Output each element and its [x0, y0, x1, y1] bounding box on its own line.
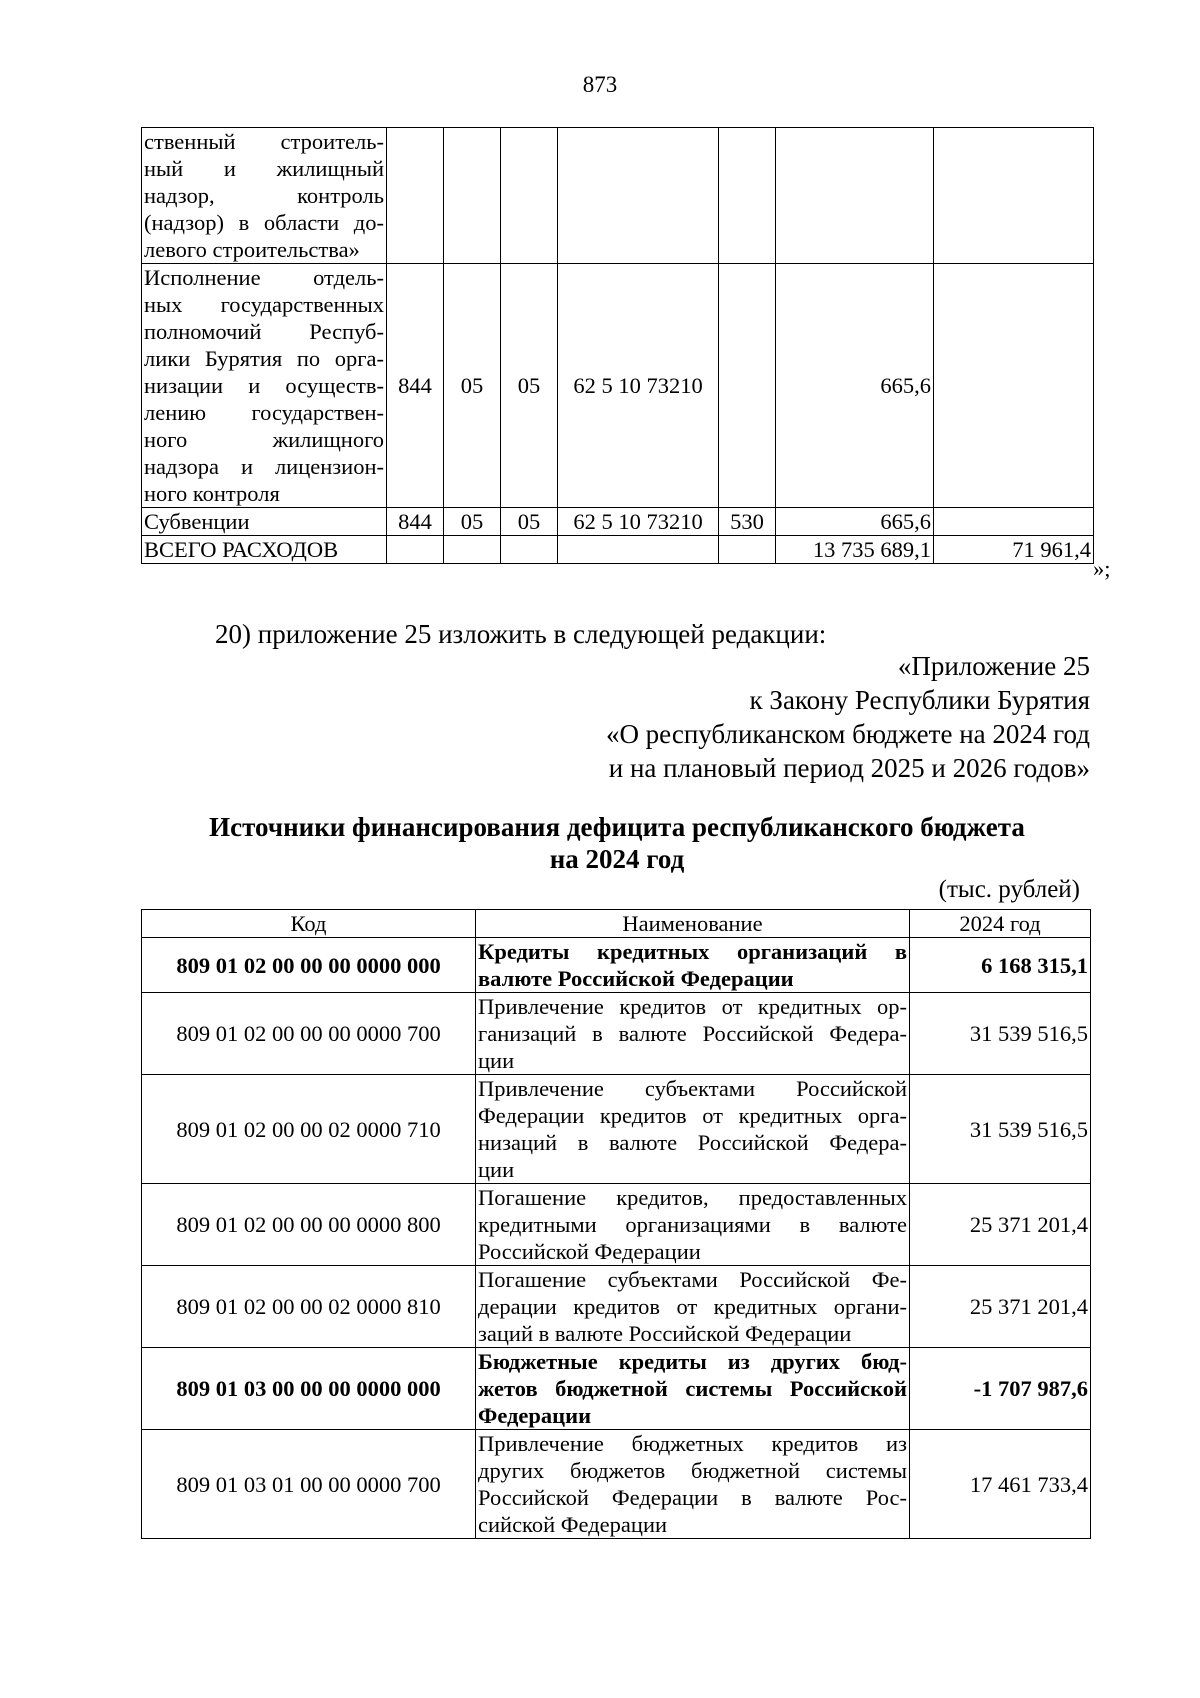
cell-gr — [387, 536, 444, 564]
cell-text-line: ный и жилищный — [144, 156, 384, 181]
cell-amount: 25 371 201,4 — [910, 1266, 1091, 1348]
cell-name — [476, 1348, 910, 1430]
cell-code: 809 01 02 00 00 00 0000 700 — [142, 993, 476, 1075]
cell-amount-2025 — [934, 508, 1094, 536]
cell-csr — [558, 128, 719, 264]
table-row — [142, 1075, 1091, 1184]
cell-text-line: Федерации кредитов от кредитных орга- — [478, 1103, 907, 1128]
cell-text-line: Исполнение отдель- — [144, 265, 384, 290]
table-row — [142, 1184, 1091, 1266]
cell-text-line: ВСЕГО РАСХОДОВ — [144, 537, 339, 562]
cell-text-line: низаций в валюте Российской Федера- — [478, 1130, 907, 1155]
appendix-ref-line: и на плановый период 2025 и 2026 годов» — [608, 753, 1090, 783]
cell-text-line: других бюджетов бюджетной системы — [478, 1458, 907, 1483]
header-year: 2024 год — [910, 910, 1091, 938]
page-number: 873 — [582, 72, 618, 97]
cell-text-line: Российской Федерации в валюте Рос- — [478, 1485, 907, 1510]
cell-text-line: Привлечение бюджетных кредитов из — [478, 1431, 907, 1456]
cell-text-line: ного контроля — [144, 481, 280, 506]
header-code: Код — [142, 910, 476, 938]
row-description — [142, 264, 387, 508]
financing-sources-table — [141, 909, 1091, 1539]
table-row — [142, 264, 1094, 508]
cell-pr: 05 — [501, 508, 558, 536]
cell-text-line: Российской Федерации — [478, 1239, 701, 1264]
table-row — [142, 1266, 1091, 1348]
closing-quote: »; — [1093, 556, 1111, 581]
cell-amount-2024: 13 735 689,1 — [776, 536, 934, 564]
table-row — [142, 128, 1094, 264]
paragraph-20: 20) приложение 25 изложить в следующей редакции: — [215, 619, 827, 649]
cell-csr — [558, 536, 719, 564]
cell-gr: 844 — [387, 264, 444, 508]
appendix-ref-line: «О республиканском бюджете на 2024 год — [605, 719, 1090, 749]
cell-csr: 62 5 10 73210 — [558, 264, 719, 508]
appendix-ref-line: «Приложение 25 — [897, 651, 1090, 681]
cell-text-line: ганизаций в валюте Российской Федера- — [478, 1021, 907, 1046]
cell-name — [476, 993, 910, 1075]
header-name: Наименование — [476, 910, 910, 938]
cell-pr — [501, 128, 558, 264]
cell-rz: 05 — [444, 264, 501, 508]
cell-text-line: полномочий Респуб- — [144, 319, 384, 344]
cell-text-line: ции — [478, 1157, 515, 1182]
cell-name — [476, 1266, 910, 1348]
table-row — [142, 508, 1094, 536]
table-row — [142, 993, 1091, 1075]
expenses-table-continuation — [141, 127, 1094, 564]
cell-code: 809 01 02 00 00 02 0000 710 — [142, 1075, 476, 1184]
cell-text-line: лению государствен- — [144, 400, 384, 425]
cell-text-line: кредитными организациями в валюте — [478, 1212, 907, 1237]
cell-text-line: жетов бюджетной системы Российской — [478, 1376, 907, 1401]
cell-amount-2025 — [934, 264, 1094, 508]
cell-pr: 05 — [501, 264, 558, 508]
cell-text-line: левого строительства» — [144, 237, 360, 262]
cell-csr: 62 5 10 73210 — [558, 508, 719, 536]
cell-text-line: Привлечение кредитов от кредитных ор- — [478, 994, 907, 1019]
row-description — [142, 536, 387, 564]
cell-code: 809 01 03 00 00 00 0000 000 — [142, 1348, 476, 1430]
cell-text-line: ного жилищного — [144, 427, 384, 452]
cell-gr — [387, 128, 444, 264]
cell-code: 809 01 02 00 00 02 0000 810 — [142, 1266, 476, 1348]
cell-text-line: Кредиты кредитных организаций в — [478, 939, 907, 964]
cell-vr — [719, 264, 776, 508]
appendix-reference — [606, 649, 1090, 785]
title-line: на 2024 год — [549, 844, 685, 874]
cell-text-line: надзор, контроль — [144, 183, 384, 208]
cell-amount: 25 371 201,4 — [910, 1184, 1091, 1266]
row-description — [142, 508, 387, 536]
cell-text-line: Федерации — [478, 1403, 592, 1428]
cell-gr: 844 — [387, 508, 444, 536]
table-row — [142, 1348, 1091, 1430]
cell-text-line: Погашение кредитов, предоставленных — [478, 1185, 907, 1210]
cell-amount-2025: 71 961,4 — [934, 536, 1094, 564]
row-description — [142, 128, 387, 264]
cell-text-line: Погашение субъектами Российской Фе- — [478, 1267, 907, 1292]
cell-amount: 31 539 516,5 — [910, 993, 1091, 1075]
cell-amount-2024: 665,6 — [776, 264, 934, 508]
title-line: Источники финансирования дефицита республиканского бюджета — [209, 812, 1025, 842]
cell-text-line: лики Бурятия по орга- — [144, 346, 384, 371]
cell-text-line: заций в валюте Российской Федерации — [478, 1321, 852, 1346]
cell-text-line: надзора и лицензион- — [144, 454, 384, 479]
cell-amount-2025 — [934, 128, 1094, 264]
cell-text-line: (надзор) в области до- — [144, 210, 384, 235]
table-row — [142, 1430, 1091, 1539]
cell-vr: 530 — [719, 508, 776, 536]
cell-code: 809 01 02 00 00 00 0000 800 — [142, 1184, 476, 1266]
cell-rz — [444, 536, 501, 564]
cell-amount: -1 707 987,6 — [910, 1348, 1091, 1430]
cell-text-line: ных государственных — [144, 292, 384, 317]
cell-rz — [444, 128, 501, 264]
cell-text-line: низации и осуществ- — [144, 373, 384, 398]
table-row — [142, 536, 1094, 564]
cell-text-line: валюте Российской Федерации — [478, 966, 794, 991]
cell-name — [476, 1430, 910, 1539]
cell-text-line: Субвенции — [144, 509, 250, 534]
cell-text-line: сийской Федерации — [478, 1512, 668, 1537]
cell-name — [476, 938, 910, 993]
cell-text-line: ции — [478, 1048, 515, 1073]
cell-pr — [501, 536, 558, 564]
unit-label: (тыс. рублей) — [938, 876, 1080, 903]
appendix-ref-line: к Закону Республики Бурятия — [749, 685, 1090, 715]
cell-amount-2024 — [776, 128, 934, 264]
cell-text-line: дерации кредитов от кредитных органи- — [478, 1294, 907, 1319]
cell-text-line: Привлечение субъектами Российской — [478, 1076, 907, 1101]
table-row — [142, 938, 1091, 993]
cell-code: 809 01 03 01 00 00 0000 700 — [142, 1430, 476, 1539]
cell-name — [476, 1184, 910, 1266]
cell-text-line: Бюджетные кредиты из других бюд- — [478, 1349, 907, 1374]
cell-text-line: ственный строитель- — [144, 129, 384, 154]
cell-name — [476, 1075, 910, 1184]
cell-amount: 31 539 516,5 — [910, 1075, 1091, 1184]
document-title — [141, 811, 1093, 875]
cell-amount: 6 168 315,1 — [910, 938, 1091, 993]
cell-vr — [719, 128, 776, 264]
cell-amount-2024: 665,6 — [776, 508, 934, 536]
table-header-row — [142, 910, 1091, 938]
cell-vr — [719, 536, 776, 564]
cell-amount: 17 461 733,4 — [910, 1430, 1091, 1539]
cell-code: 809 01 02 00 00 00 0000 000 — [142, 938, 476, 993]
cell-rz: 05 — [444, 508, 501, 536]
